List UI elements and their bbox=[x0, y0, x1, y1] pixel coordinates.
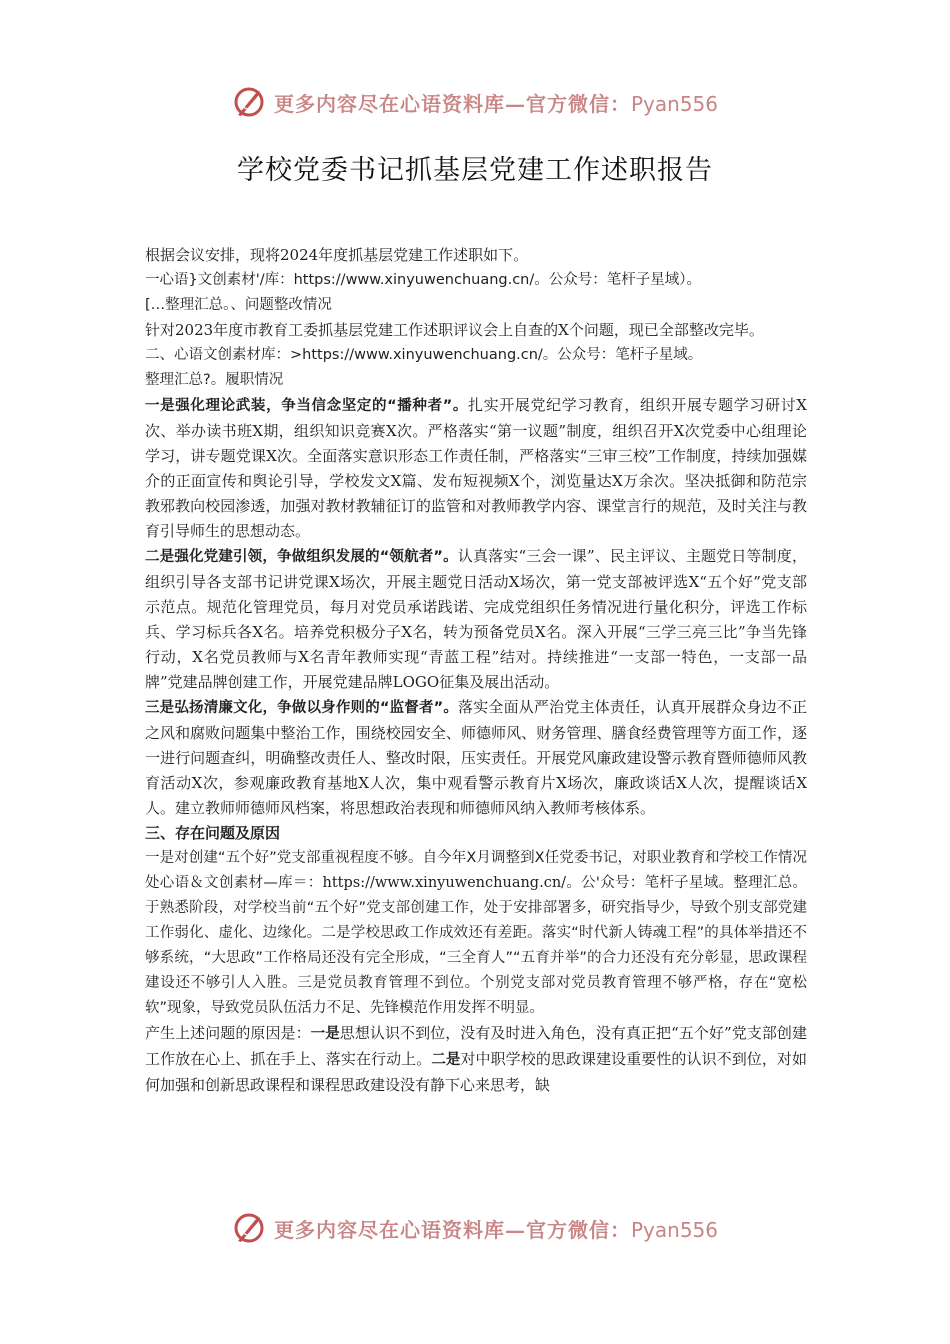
problems-paragraph bbox=[145, 846, 807, 1021]
cause-lead-2: 二是 bbox=[431, 1052, 461, 1068]
quill-pen-circle-icon bbox=[232, 85, 266, 119]
watermark-line: 一心语}文创素材'/库：https://www.xinyuwenchuang.cn/。公众号：笔杆子星域）。 bbox=[145, 272, 702, 288]
banner-text bbox=[274, 1214, 718, 1243]
duty-lead-2: 二是强化党建引领，争做组织发展的“领航者”。 bbox=[145, 549, 458, 565]
header-banner bbox=[0, 80, 950, 124]
banner-label: 更多内容尽在心语资料库—官方微信： bbox=[273, 91, 631, 116]
duty-paragraph-2 bbox=[145, 544, 807, 695]
document-title: 学校党委书记抓基层党建工作述职报告 bbox=[237, 155, 713, 186]
banner-text bbox=[274, 88, 718, 117]
causes-paragraph bbox=[145, 1021, 807, 1098]
banner-wechat: Pyan556 bbox=[630, 91, 718, 116]
duty-paragraph-3 bbox=[145, 695, 807, 821]
banner-label: 更多内容尽在心语资料库—官方微信： bbox=[273, 1217, 631, 1242]
cause-text-c: 对中职学校的思政课建设重要性的认识不到位，对如何加强和创新思政课程和课程思政建设没有静下心来思考，缺 bbox=[145, 1050, 807, 1094]
duty-body-1: 扎实开展党纪学习教育，组织开展专题学习研讨X次、举办读书班X期，组织知识竞赛X次。严格落实“第一议题”制度，组织召开X次党委中心组理论学习，讲专题党课X次。全面落实意识形态工作责任制，严格落实“三审三校”工作制度，持续加强媒介的正面宣传和舆论引导，学校发文X篇、发布短视频X个，浏览量达X万余次。坚决抵御和防范宗教邪教向校园渗透，加强对教材教辅征订的监管和对教师教学内容、课堂言行的规范，及时关注与教育引导师生的思想动态。 bbox=[145, 396, 807, 540]
quill-pen-circle-icon bbox=[232, 1211, 266, 1245]
section-heading-1: […整理汇总。、问题整改情况 bbox=[145, 297, 332, 313]
problems-text-a: 一是对创建“五个好”党支部重视程度不够。自今年X月调整到X任党委书记，对职业教育和学校工作情况处心语＆文创素材—库＝： bbox=[145, 850, 807, 891]
banner-wechat: Pyan556 bbox=[630, 1217, 718, 1242]
section-heading-3: 三、存在问题及原因 bbox=[145, 824, 281, 842]
duty-lead-1: 一是强化理论武装，争当信念坚定的“播种者”。 bbox=[145, 398, 468, 414]
duty-body-2: 认真落实“三会一课”、民主评议、主题党日等制度，组织引导各支部书记讲党课X场次，开展主题党日活动X场次，第一党支部被评选X“五个好”党支部示范点。规范化管理党员，每月对党员承诺践诺、完成党组织任务情况进行量化积分，评选工作标兵、学习标兵各X名。培养党积极分子X名，转为预备党员X名。深入开展“三学三亮三比”争当先锋行动，X名党员教师与X名青年教师实现“青蓝工程”结对。持续推进“一支部一特色，一支部一品牌”党建品牌创建工作，开展党建品牌LOGO征集及展出活动。 bbox=[145, 547, 808, 691]
problems-text-b: 公'众号：笔杆子星域。整理汇总。于熟悉阶段，对学校当前“五个好”党支部创建工作，处于安排部署多，研究指导少，导致个别支部党建工作弱化、虚化、边缘化。二是学校思政工作成效还有差距。落实“时代新人铸魂工程”的具体举措还不够系统，“大思政”工作格局还没有完全形成，“三全育人”“五育并举”的合力还没有充分彰显，思政课程建设还不够引人入胜。三是党员教育管理不到位。个别党支部对党员教育管理不够严格，存在“宽松软”现象，导致党员队伍活力不足、先锋模范作用发挥不明显。 bbox=[145, 875, 808, 1016]
problems-url: https://www.xinyuwenchuang.cn/。 bbox=[322, 875, 582, 891]
cause-lead-1: 一是 bbox=[310, 1026, 340, 1042]
cause-text-a: 产生上述问题的原因是： bbox=[145, 1024, 311, 1042]
rectify-paragraph: 针对2023年度市教育工委抓基层党建工作述职评议会上自查的X个问题，现已全部整改完毕。 bbox=[145, 321, 764, 339]
document-body bbox=[145, 243, 807, 1098]
section-heading-2b: 整理汇总?。履职情况 bbox=[145, 372, 284, 388]
cause-text-b: 思想认识不到位，没有及时进入角色，没有真正把“五个好”党支部创建工作放在心上、抓在手上、落实在行动上。 bbox=[145, 1024, 807, 1068]
section-heading-2: 二、心语文创素材库：>https://www.xinyuwenchuang.cn/。公众号：笔杆子星域。 bbox=[145, 347, 703, 363]
duty-paragraph-1 bbox=[145, 393, 807, 544]
duty-lead-3: 三是弘扬清廉文化，争做以身作则的“监督者”。 bbox=[145, 700, 459, 716]
intro-paragraph: 根据会议安排，现将2024年度抓基层党建工作述职如下。 bbox=[145, 246, 529, 264]
footer-banner bbox=[0, 1206, 950, 1250]
duty-body-3: 落实全面从严治党主体责任，认真开展群众身边不正之风和腐败问题集中整治工作，围绕校园安全、师德师风、财务管理、膳食经费管理等方面工作，逐一进行问题查纠，明确整改责任人、整改时限，压实责任。开展党风廉政建设警示教育暨师德师风教育活动X次，参观廉政教育基地X人次，集中观看警示教育片X场次，廉政谈话X人次，提醒谈话X人。建立教师师德师风档案，将思想政治表现和师德师风纳入教师考核体系。 bbox=[145, 698, 807, 817]
